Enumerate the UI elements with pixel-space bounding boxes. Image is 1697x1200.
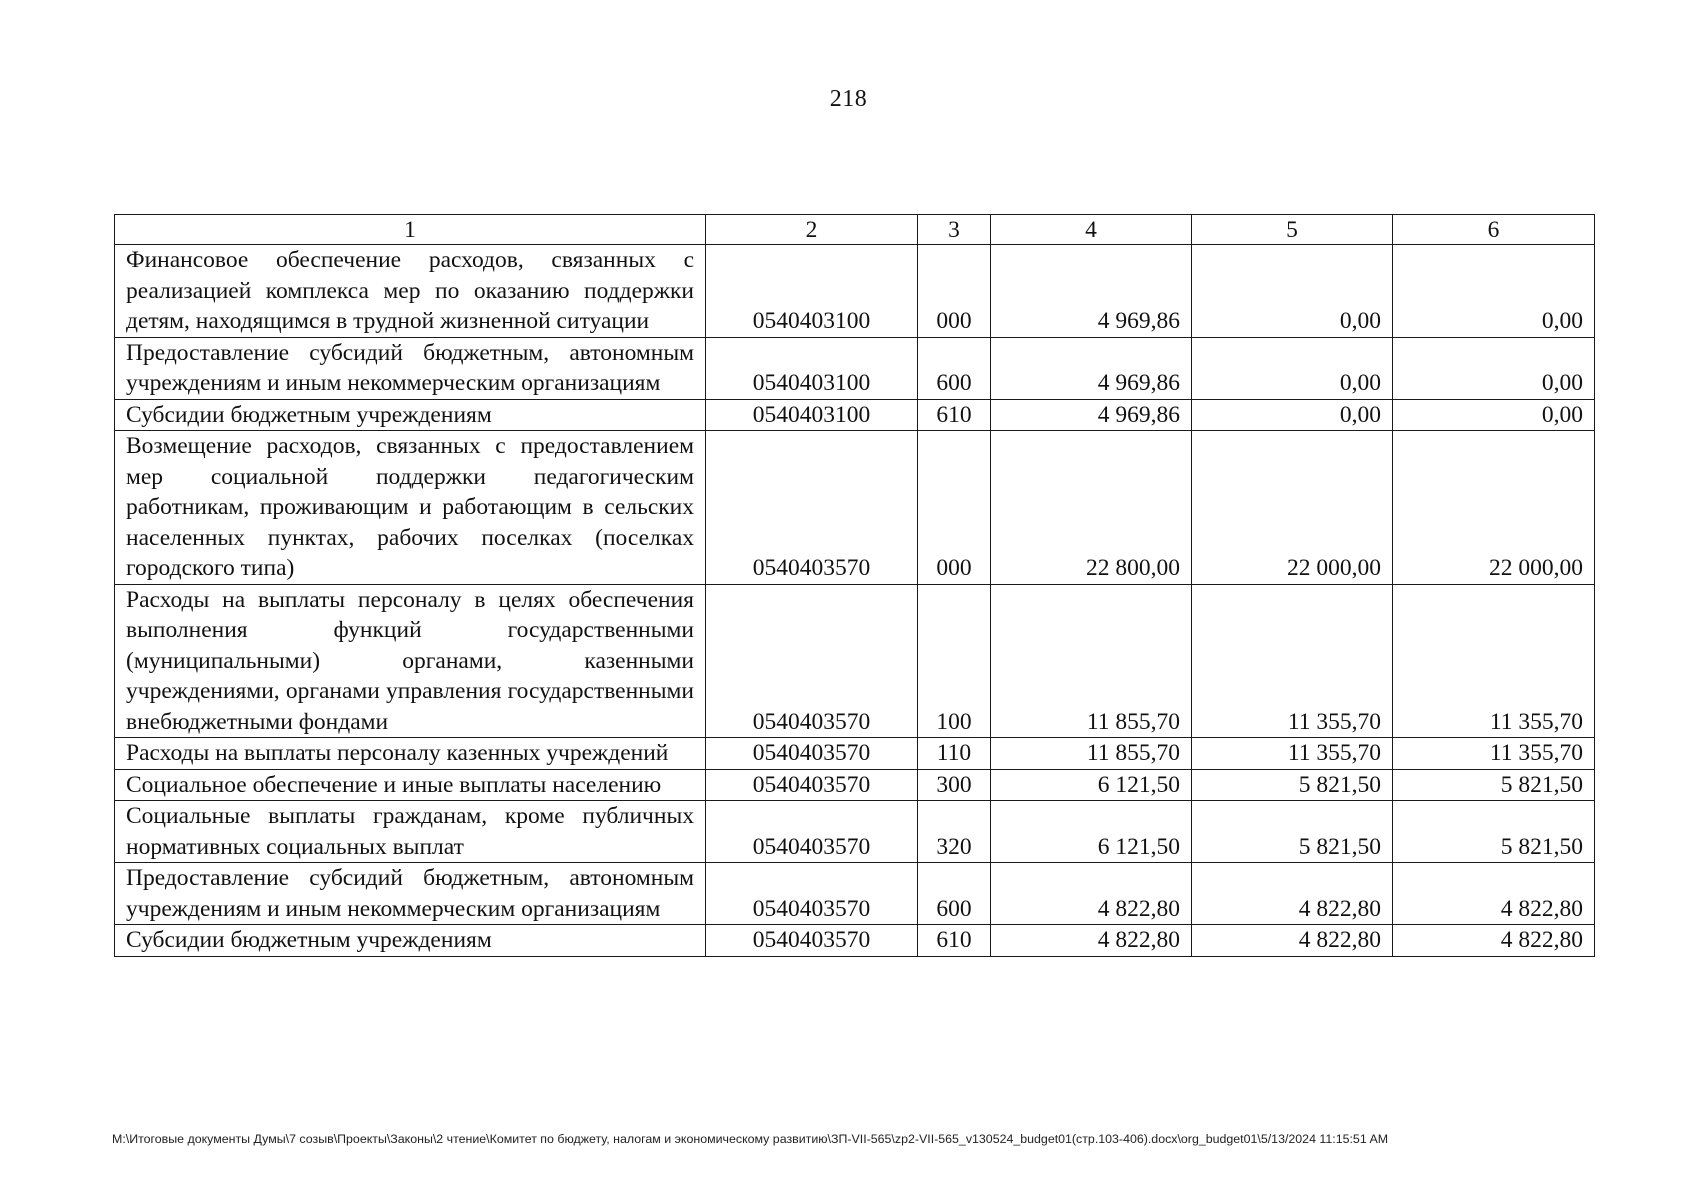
column-header-3: 3	[918, 215, 991, 245]
amount-col5-cell: 4 822,80	[1192, 863, 1393, 925]
expense-type-cell: 110	[918, 738, 991, 770]
expense-type-cell: 100	[918, 584, 991, 738]
table-row	[115, 738, 1595, 770]
amount-col5-cell: 22 000,00	[1192, 431, 1393, 585]
budget-table	[114, 214, 1595, 957]
page-number: 218	[829, 86, 868, 112]
amount-col5-cell: 0,00	[1192, 399, 1393, 431]
amount-col4-cell: 4 822,80	[991, 863, 1192, 925]
column-header-6: 6	[1393, 215, 1595, 245]
target-code-cell: 0540403570	[706, 431, 918, 585]
row-name-cell: Расходы на выплаты персоналу в целях обеспечения выполнения функций государственными (муниципальными) органами, казенными учреждениями, органами управления государственными внебюджетными фондами	[115, 584, 706, 738]
expense-type-cell: 000	[918, 245, 991, 338]
amount-col5-cell: 0,00	[1192, 337, 1393, 399]
amount-col6-cell: 0,00	[1393, 399, 1595, 431]
amount-col5-cell: 11 355,70	[1192, 738, 1393, 770]
amount-col6-cell: 22 000,00	[1393, 431, 1595, 585]
header-row	[115, 215, 1595, 245]
table-row	[115, 337, 1595, 399]
amount-col4-cell: 6 121,50	[991, 801, 1192, 863]
amount-col5-cell: 11 355,70	[1192, 584, 1393, 738]
table-row	[115, 399, 1595, 431]
table-row	[115, 801, 1595, 863]
document-file-path: M:\Итоговые документы Думы\7 созыв\Проекты\Законы\2 чтение\Комитет по бюджету, налогам и экономическому развитию\ЗП-VII-565\zp2-VII-565_v130524_budget01(стр.103-406).docx\org_budget01\5/13/2024 11:15:51 AM	[112, 1132, 1389, 1146]
target-code-cell: 0540403570	[706, 738, 918, 770]
table-row	[115, 431, 1595, 585]
target-code-cell: 0540403100	[706, 245, 918, 338]
amount-col6-cell: 4 822,80	[1393, 925, 1595, 957]
amount-col4-cell: 4 969,86	[991, 245, 1192, 338]
row-name-cell: Субсидии бюджетным учреждениям	[115, 399, 706, 431]
row-name-cell: Социальные выплаты гражданам, кроме публичных нормативных социальных выплат	[115, 801, 706, 863]
amount-col6-cell: 5 821,50	[1393, 769, 1595, 801]
amount-col4-cell: 11 855,70	[991, 584, 1192, 738]
amount-col5-cell: 5 821,50	[1192, 769, 1393, 801]
column-header-1: 1	[115, 215, 706, 245]
expense-type-cell: 000	[918, 431, 991, 585]
row-name-cell: Субсидии бюджетным учреждениям	[115, 925, 706, 957]
expense-type-cell: 320	[918, 801, 991, 863]
amount-col6-cell: 4 822,80	[1393, 863, 1595, 925]
row-name-cell: Предоставление субсидий бюджетным, автономным учреждениям и иным некоммерческим организациям	[115, 863, 706, 925]
amount-col6-cell: 11 355,70	[1393, 738, 1595, 770]
expense-type-cell: 300	[918, 769, 991, 801]
amount-col4-cell: 6 121,50	[991, 769, 1192, 801]
row-name-cell: Социальное обеспечение и иные выплаты населению	[115, 769, 706, 801]
table-row	[115, 769, 1595, 801]
amount-col5-cell: 4 822,80	[1192, 925, 1393, 957]
target-code-cell: 0540403570	[706, 769, 918, 801]
table-row	[115, 863, 1595, 925]
row-name-cell: Финансовое обеспечение расходов, связанных с реализацией комплекса мер по оказанию поддержки детям, находящимся в трудной жизненной ситуации	[115, 245, 706, 338]
target-code-cell: 0540403570	[706, 801, 918, 863]
target-code-cell: 0540403100	[706, 399, 918, 431]
column-header-5: 5	[1192, 215, 1393, 245]
column-header-2: 2	[706, 215, 918, 245]
table-row	[115, 584, 1595, 738]
expense-type-cell: 610	[918, 399, 991, 431]
row-name-cell: Возмещение расходов, связанных с предоставлением мер социальной поддержки педагогическим работникам, проживающим и работающим в сельских населенных пунктах, рабочих поселках (поселках городского типа)	[115, 431, 706, 585]
expense-type-cell: 610	[918, 925, 991, 957]
column-header-4: 4	[991, 215, 1192, 245]
target-code-cell: 0540403100	[706, 337, 918, 399]
expense-type-cell: 600	[918, 863, 991, 925]
amount-col4-cell: 4 969,86	[991, 399, 1192, 431]
amount-col4-cell: 22 800,00	[991, 431, 1192, 585]
amount-col4-cell: 4 822,80	[991, 925, 1192, 957]
target-code-cell: 0540403570	[706, 863, 918, 925]
target-code-cell: 0540403570	[706, 584, 918, 738]
amount-col4-cell: 11 855,70	[991, 738, 1192, 770]
table-row	[115, 245, 1595, 338]
amount-col6-cell: 0,00	[1393, 245, 1595, 338]
row-name-cell: Предоставление субсидий бюджетным, автономным учреждениям и иным некоммерческим организациям	[115, 337, 706, 399]
amount-col6-cell: 11 355,70	[1393, 584, 1595, 738]
target-code-cell: 0540403570	[706, 925, 918, 957]
amount-col4-cell: 4 969,86	[991, 337, 1192, 399]
table-row	[115, 925, 1595, 957]
expense-type-cell: 600	[918, 337, 991, 399]
amount-col6-cell: 5 821,50	[1393, 801, 1595, 863]
row-name-cell: Расходы на выплаты персоналу казенных учреждений	[115, 738, 706, 770]
amount-col5-cell: 0,00	[1192, 245, 1393, 338]
amount-col6-cell: 0,00	[1393, 337, 1595, 399]
amount-col5-cell: 5 821,50	[1192, 801, 1393, 863]
